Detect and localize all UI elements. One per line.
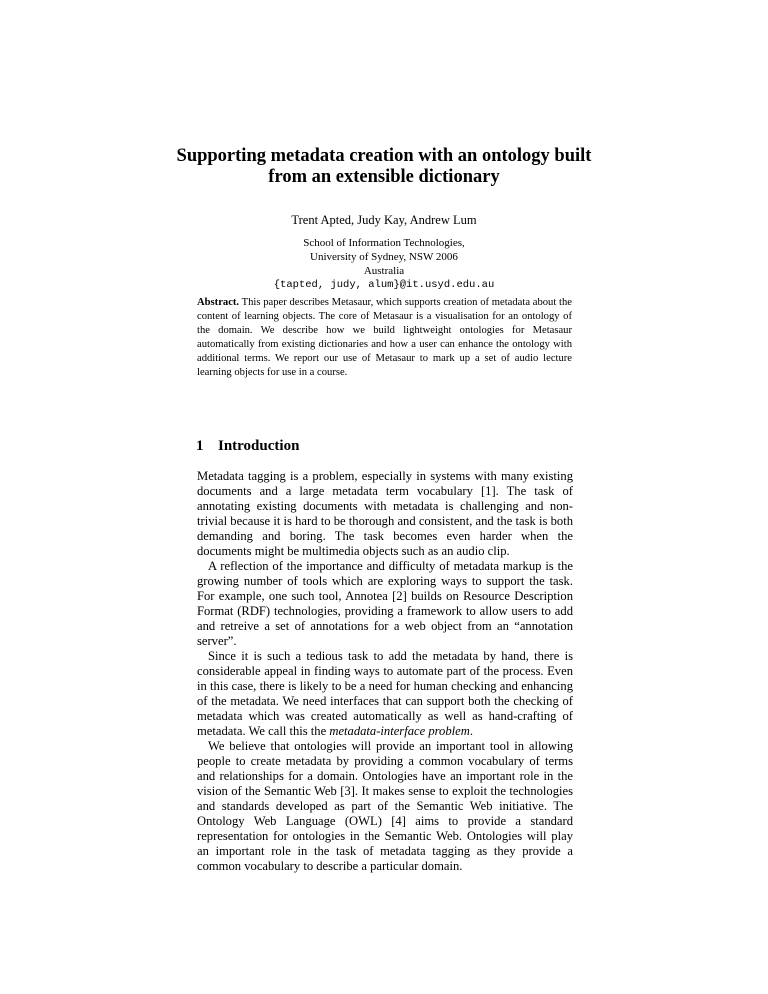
- author-email: {tapted, judy, alum}@it.usyd.edu.au: [273, 279, 495, 291]
- paragraph-3-text: Since it is such a tedious task to add the metadata by hand, there is considerable appeal in finding ways to automate part of the process. Even in this case, there is likely to be a need for human checking and enhancing of the metadata. We need interfaces that can support both the checking of metadata which was created automatically as well as hand-crafting of metadata. We call this the: [197, 649, 573, 738]
- affiliation-line-2: University of Sydney, NSW 2006: [310, 251, 458, 263]
- paper-title: [0, 146, 768, 188]
- paragraph-2: A reflection of the importance and difficulty of metadata markup is the growing number of tools which are exploring ways to support the task. For example, one such tool, Annotea [2] builds on Resource Description Format (RDF) technologies, providing a framework to allow users to add and retreive a set of annotations for a web object from an “annotation server”.: [197, 559, 573, 648]
- paragraph-3: [197, 649, 573, 739]
- affiliation-line-3: Australia: [363, 265, 405, 277]
- paragraph-3-end: .: [469, 724, 473, 738]
- paragraph-1: Metadata tagging is a problem, especially in systems with many existing documents and a large metadata term vocabulary [1]. The task of annotating existing documents with metadata is challenging and non-trivial because it is hard to be thorough and consistent, and the task is both demanding and boring. The task becomes even harder when the documents might be multimedia objects such as an audio clip.: [197, 469, 573, 558]
- abstract-text: This paper describes Metasaur, which supports creation of metadata about the content of learning objects. The core of Metasaur is a visualisation for an ontology of the domain. We describe how we build lightweight ontologies for Metasaur automatically from existing dictionaries and how a user can enhance the ontology with additional terms. We report our use of Metasaur to mark up a set of audio lecture learning objects for use in a course.: [197, 297, 572, 378]
- affiliation: [0, 236, 768, 292]
- title-line-1: Supporting metadata creation with an ontology built: [176, 146, 592, 166]
- authors: Trent Apted, Judy Kay, Andrew Lum: [291, 213, 477, 227]
- abstract: [197, 296, 572, 380]
- section-number: 1: [196, 438, 204, 454]
- body-text: [197, 469, 573, 874]
- title-line-2: from an extensible dictionary: [268, 167, 500, 187]
- paragraph-3-emphasis: metadata-interface problem: [329, 724, 470, 738]
- abstract-label: Abstract.: [197, 297, 240, 308]
- section-heading: [196, 437, 299, 455]
- paragraph-4: We believe that ontologies will provide an important tool in allowing people to create metadata by providing a common vocabulary of terms and relationships for a domain. Ontologies have an important role in the vision of the Semantic Web [3]. It makes sense to exploit the technologies and standards developed as part of the Semantic Web initiative. The Ontology Web Language (OWL) [4] aims to provide a standard representation for ontologies in the Semantic Web. Ontologies will play an important role in the task of metadata tagging as they provide a common vocabulary to describe a particular domain.: [197, 739, 573, 873]
- section-title: Introduction: [218, 438, 300, 454]
- affiliation-line-1: School of Information Technologies,: [303, 237, 465, 249]
